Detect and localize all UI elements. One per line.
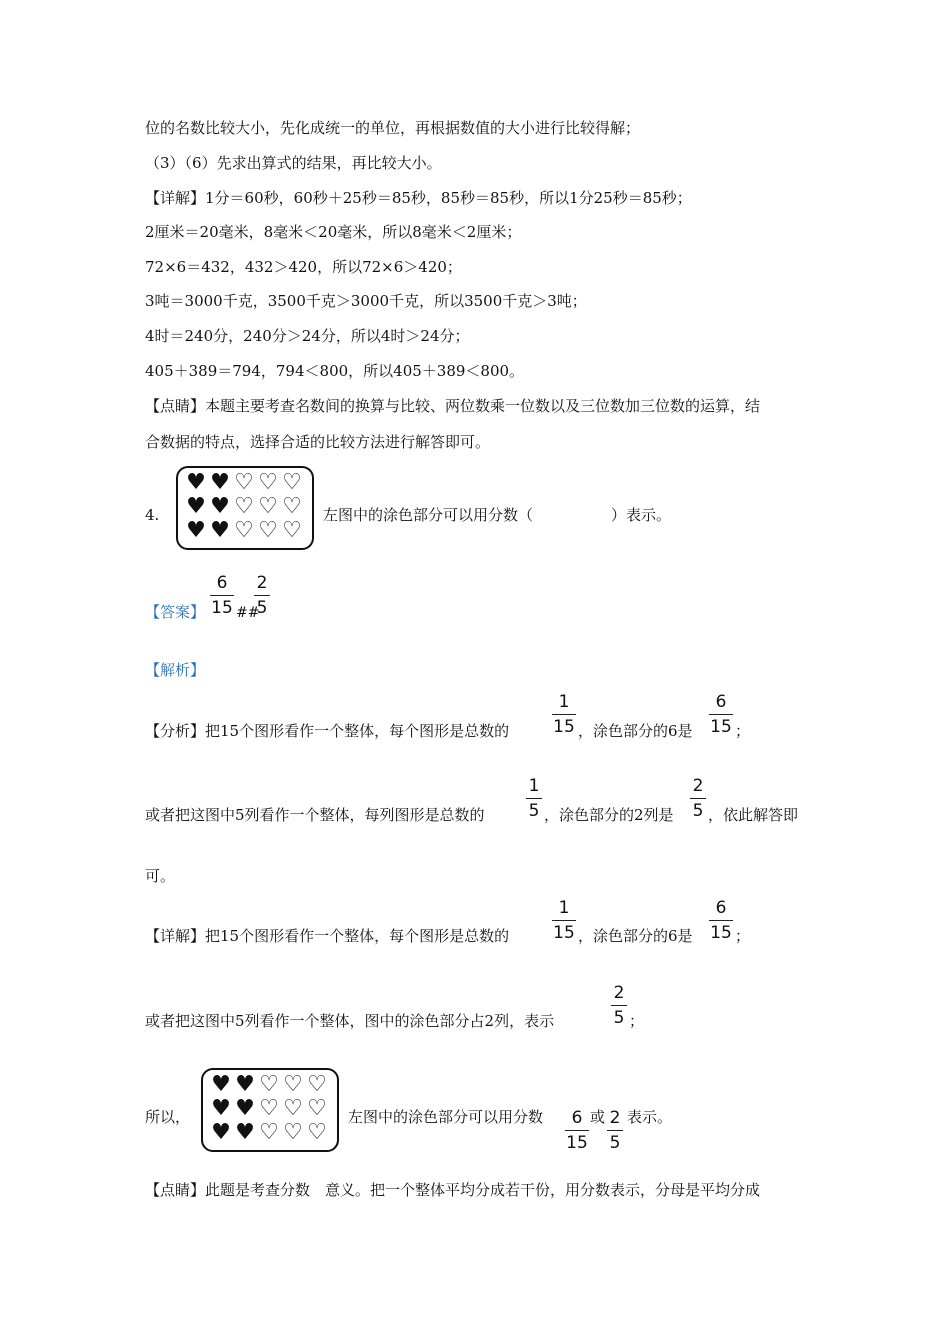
empty-heart-icon: ♡ [258,518,278,543]
empty-heart-icon: ♡ [307,1096,327,1121]
denominator: 15 [553,923,575,943]
detail-text: 或者把这图中5列看作一个整体，图中的涂色部分占2列，表示 [145,1012,555,1030]
fraction-bar [611,1005,627,1006]
filled-heart-icon: ♥ [235,1072,255,1097]
fraction-2-5 [607,1108,623,1153]
denominator: 15 [211,598,233,618]
detail-text: 或 [590,1108,606,1126]
denominator: 15 [710,923,732,943]
fraction-2-5 [611,983,627,1028]
fraction-bar [254,595,270,596]
empty-heart-icon: ♡ [259,1120,279,1145]
empty-heart-icon: ♡ [259,1072,279,1097]
text-line: 3吨＝3000千克，3500千克＞3000千克，所以3500千克＞3吨； [145,292,587,310]
numerator: 6 [715,692,727,712]
numerator: 6 [216,573,228,593]
numerator: 1 [558,692,570,712]
answer-fraction-2 [254,573,270,618]
fraction-bar [565,1130,589,1131]
question-text [323,505,671,525]
detail-text: 1分＝60秒，60秒＋25秒＝85秒，85秒＝85秒，所以1分25秒＝85秒； [205,189,692,207]
empty-heart-icon: ♡ [307,1120,327,1145]
empty-heart-icon: ♡ [282,518,302,543]
detail-text: 左图中的涂色部分可以用分数 [348,1108,544,1126]
fraction-2-5 [690,776,706,821]
empty-heart-icon: ♡ [283,1072,303,1097]
filled-heart-icon: ♥ [210,494,230,519]
detail-text: 所以， [145,1108,191,1126]
empty-heart-icon: ♡ [283,1096,303,1121]
fraction-1-15 [552,898,576,943]
numerator: 6 [715,898,727,918]
analysis-label: 【解析】 [145,661,206,679]
empty-heart-icon: ♡ [234,494,254,519]
fraction-bar [552,714,576,715]
text-line [145,188,692,208]
fraction-6-15 [709,898,733,943]
filled-heart-icon: ♥ [186,518,206,543]
fraction-6-15 [709,692,733,737]
fraction-1-15 [552,692,576,737]
text-line: 位的名数比较大小，先化成统一的单位，再根据数值的大小进行比较得解； [145,119,641,137]
filled-heart-icon: ♥ [186,470,206,495]
fraction-bar [552,920,576,921]
question-text-after: ）表示。 [611,506,672,524]
empty-heart-icon: ♡ [307,1072,327,1097]
answer-separator: ## [236,605,260,621]
detail-text: ； [629,1012,645,1030]
denominator: 15 [553,717,575,737]
analysis-text: ； [735,722,751,740]
fraction-bar [526,798,542,799]
analysis-text: 【分析】把15个图形看作一个整体，每个图形是总数的 [145,722,510,740]
empty-heart-icon: ♡ [259,1096,279,1121]
numerator: 2 [692,776,704,796]
detail-text: ； [735,927,751,945]
denominator: 5 [528,801,540,821]
empty-heart-icon: ♡ [258,494,278,519]
denominator: 5 [609,1133,621,1153]
numerator: 2 [613,983,625,1003]
denominator: 5 [692,801,704,821]
text-line: 4时＝240分，240分＞24分，所以4时＞24分； [145,327,470,345]
denominator: 15 [710,717,732,737]
filled-heart-icon: ♥ [210,518,230,543]
text-line: 72×6＝432，432＞420，所以72×6＞420； [145,258,462,276]
heart-grid-figure [201,1068,339,1152]
fraction-6-15 [565,1108,589,1153]
answer-fraction-1 [210,573,234,618]
filled-heart-icon: ♥ [186,494,206,519]
numerator: 1 [528,776,540,796]
filled-heart-icon: ♥ [211,1096,231,1121]
detail-text: 表示。 [627,1108,673,1126]
denominator: 5 [256,598,268,618]
filled-heart-icon: ♥ [211,1120,231,1145]
fraction-bar [709,714,733,715]
fraction-bar [690,798,706,799]
fraction-bar [607,1130,623,1131]
empty-heart-icon: ♡ [282,470,302,495]
analysis-text: ，依此解答即 [708,806,799,824]
denominator: 5 [613,1008,625,1028]
empty-heart-icon: ♡ [258,470,278,495]
heart-grid-figure [176,466,314,550]
empty-heart-icon: ♡ [234,518,254,543]
empty-heart-icon: ♡ [234,470,254,495]
fraction-1-5 [526,776,542,821]
numerator: 2 [609,1108,621,1128]
answer-label: 【答案】 [145,603,206,621]
analysis-text: ，涂色部分的6是 [578,722,693,740]
numerator: 1 [558,898,570,918]
analysis-text: 或者把这图中5列看作一个整体，每列图形是总数的 [145,806,485,824]
detail-tag: 【详解】 [145,189,206,207]
empty-heart-icon: ♡ [283,1120,303,1145]
detail-text: ，涂色部分的6是 [578,927,693,945]
question-number: 4. [145,506,160,524]
analysis-text: ，涂色部分的2列是 [544,806,674,824]
text-line: （3）（6）先求出算式的结果，再比较大小。 [145,154,442,172]
key-point-text: 【点睛】此题是考查分数 意义。把一个整体平均分成若干份，用分数表示，分母是平均分成 [145,1181,761,1199]
numerator: 2 [256,573,268,593]
denominator: 15 [566,1133,588,1153]
text-line: 2厘米＝20毫米，8毫米＜20毫米，所以8毫米＜2厘米； [145,223,522,241]
filled-heart-icon: ♥ [235,1096,255,1121]
question-text-before: 左图中的涂色部分可以用分数（ [323,506,534,524]
text-line: 【点睛】本题主要考查名数间的换算与比较、两位数乘一位数以及三位数加三位数的运算，结 [145,397,761,415]
filled-heart-icon: ♥ [211,1072,231,1097]
filled-heart-icon: ♥ [235,1120,255,1145]
empty-heart-icon: ♡ [282,494,302,519]
numerator: 6 [571,1108,583,1128]
fraction-bar [709,920,733,921]
detail-text: 【详解】把15个图形看作一个整体，每个图形是总数的 [145,927,510,945]
filled-heart-icon: ♥ [210,470,230,495]
fraction-bar [210,595,234,596]
analysis-text: 可。 [145,867,176,885]
text-line: 合数据的特点，选择合适的比较方法进行解答即可。 [145,433,491,451]
text-line: 405＋389＝794，794＜800，所以405＋389＜800。 [145,362,525,380]
